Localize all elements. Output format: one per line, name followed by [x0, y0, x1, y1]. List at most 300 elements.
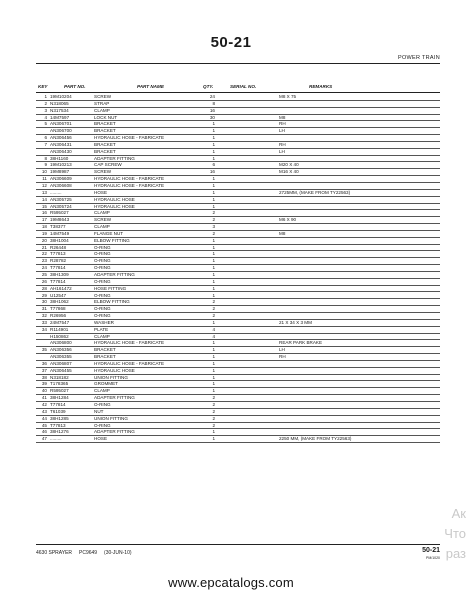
header-rule-top [36, 63, 440, 64]
row-part-no: R595027 [50, 388, 94, 395]
table-row [36, 395, 440, 402]
row-key: 33 [36, 319, 50, 326]
row-key: 14 [36, 196, 50, 203]
row-key: 28 [36, 285, 50, 292]
row-qty: 1 [202, 292, 223, 299]
row-part-name: O-RING [94, 306, 202, 313]
row-remarks [279, 278, 440, 285]
row-remarks [279, 313, 440, 320]
row-qty: 1 [202, 354, 223, 361]
row-qty: 1 [202, 429, 223, 436]
table-row [36, 210, 440, 217]
col-key-header: KEY [38, 84, 48, 89]
row-serial-no [223, 415, 279, 422]
row-part-name: UNION FITTING [94, 374, 202, 381]
row-part-no: N318065 [50, 100, 94, 107]
row-remarks [279, 388, 440, 395]
row-part-no: T77814 [50, 401, 94, 408]
row-part-no: 19M8987 [50, 169, 94, 176]
row-serial-no [223, 271, 279, 278]
row-qty: 1 [202, 374, 223, 381]
row-part-name: O-RING [94, 258, 202, 265]
row-key: 35 [36, 347, 50, 354]
row-key: 47 [36, 436, 50, 443]
row-key: 24 [36, 265, 50, 272]
row-part-no: H150862 [50, 333, 94, 340]
section-name: POWER TRAIN [397, 55, 440, 61]
table-row [36, 408, 440, 415]
row-key: 39 [36, 381, 50, 388]
row-qty: 4 [202, 326, 223, 333]
row-remarks [279, 224, 440, 231]
row-part-name: HYDRAULIC HOSE [94, 203, 202, 210]
row-serial-no [223, 347, 279, 354]
row-qty: 2 [202, 395, 223, 402]
table-row [36, 114, 440, 121]
table-row [36, 360, 440, 367]
row-qty: 16 [202, 169, 223, 176]
row-part-name: O-RING [94, 422, 202, 429]
row-serial-no [223, 141, 279, 148]
table-row [36, 278, 440, 285]
footer-model: 4630 SPRAYER [36, 550, 73, 556]
row-key [36, 148, 50, 155]
row-part-no: T178365 [50, 381, 94, 388]
row-part-no: AH161472 [50, 285, 94, 292]
row-qty: 1 [202, 128, 223, 135]
row-qty: 1 [202, 381, 223, 388]
row-remarks: RH [279, 354, 440, 361]
row-part-no: AN306356 [50, 347, 94, 354]
row-part-no: AN306700 [50, 128, 94, 135]
table-row [36, 244, 440, 251]
row-serial-no [223, 148, 279, 155]
table-row [36, 251, 440, 258]
row-serial-no [223, 319, 279, 326]
row-qty: 4 [202, 333, 223, 340]
row-remarks [279, 367, 440, 374]
row-part-no: 38H1284 [50, 395, 94, 402]
table-row [36, 258, 440, 265]
col-qty-header: QTY. [203, 84, 214, 89]
row-remarks [279, 292, 440, 299]
row-qty: 1 [202, 271, 223, 278]
row-part-name: BRACKET [94, 121, 202, 128]
row-remarks [279, 374, 440, 381]
row-part-no: 38H1309 [50, 271, 94, 278]
row-part-name: HYDRAULIC HOSE [94, 196, 202, 203]
row-qty: 1 [202, 278, 223, 285]
row-serial-no [223, 182, 279, 189]
row-qty: 2 [202, 401, 223, 408]
row-part-no: AN306807 [50, 360, 94, 367]
row-part-no: ......... [50, 436, 94, 443]
row-qty: 1 [202, 155, 223, 162]
row-part-name: LOCK NUT [94, 114, 202, 121]
row-part-name: BRACKET [94, 354, 202, 361]
row-key: 9 [36, 162, 50, 169]
table-row [36, 176, 440, 183]
row-part-name: WASHER [94, 319, 202, 326]
overlay-text-3: раз [445, 546, 466, 561]
row-part-no: ......... [50, 189, 94, 196]
row-part-name: SCREW [94, 217, 202, 224]
row-remarks [279, 271, 440, 278]
row-part-name: HYDRAULIC HOSE - FABRICATE [94, 182, 202, 189]
row-part-name: CLAMP [94, 224, 202, 231]
row-remarks [279, 135, 440, 142]
row-serial-no [223, 169, 279, 176]
row-remarks: M8 X 75 [279, 94, 440, 100]
row-key: 5 [36, 121, 50, 128]
row-part-name: O-RING [94, 292, 202, 299]
row-remarks [279, 415, 440, 422]
row-serial-no [223, 354, 279, 361]
col-part-no-header: PART NO. [64, 84, 86, 89]
row-part-name: HOSE [94, 436, 202, 443]
table-row [36, 388, 440, 395]
row-serial-no [223, 381, 279, 388]
table-row [36, 148, 440, 155]
table-row [36, 401, 440, 408]
row-serial-no [223, 162, 279, 169]
row-serial-no [223, 326, 279, 333]
row-remarks: LH [279, 128, 440, 135]
table-row [36, 436, 440, 443]
row-part-no: AN306608 [50, 182, 94, 189]
row-key: 18 [36, 224, 50, 231]
row-remarks [279, 258, 440, 265]
row-key: 7 [36, 141, 50, 148]
row-part-no: AN306430 [50, 148, 94, 155]
table-row [36, 217, 440, 224]
row-part-no: N318182 [50, 374, 94, 381]
row-part-no: AN306456 [50, 135, 94, 142]
row-key: 30 [36, 299, 50, 306]
row-qty: 1 [202, 148, 223, 155]
row-key: 45 [36, 422, 50, 429]
row-serial-no [223, 292, 279, 299]
col-part-name-header: PART NAME [137, 84, 164, 89]
row-serial-no [223, 114, 279, 121]
row-qty: 8 [202, 100, 223, 107]
row-key: 13 [36, 189, 50, 196]
row-part-name: STRAP [94, 100, 202, 107]
row-qty: 1 [202, 189, 223, 196]
row-key [36, 333, 50, 340]
row-part-name: O-RING [94, 313, 202, 320]
row-part-no: T77813 [50, 251, 94, 258]
row-serial-no [223, 340, 279, 347]
table-row [36, 354, 440, 361]
row-part-name: HYDRAULIC HOSE - FABRICATE [94, 340, 202, 347]
row-part-no: T77868 [50, 306, 94, 313]
row-serial-no [223, 251, 279, 258]
row-qty: 1 [202, 265, 223, 272]
row-key: 17 [36, 217, 50, 224]
row-serial-no [223, 121, 279, 128]
row-part-no: 19M8643 [50, 217, 94, 224]
row-key: 43 [36, 408, 50, 415]
row-serial-no [223, 128, 279, 135]
row-key: 23 [36, 258, 50, 265]
row-part-name: ADAPTER FITTING [94, 271, 202, 278]
row-serial-no [223, 244, 279, 251]
row-key: 6 [36, 135, 50, 142]
table-row [36, 224, 440, 231]
row-qty: 2 [202, 306, 223, 313]
table-row [36, 422, 440, 429]
row-remarks [279, 326, 440, 333]
row-remarks [279, 203, 440, 210]
row-remarks: LH [279, 347, 440, 354]
row-serial-no [223, 374, 279, 381]
row-serial-no [223, 422, 279, 429]
row-part-name: FLANGE NUT [94, 230, 202, 237]
row-part-name: SCREW [94, 94, 202, 100]
row-key: 40 [36, 388, 50, 395]
row-part-no: 38H1062 [50, 299, 94, 306]
table-row [36, 340, 440, 347]
row-part-no: R595027 [50, 210, 94, 217]
row-qty: 3 [202, 224, 223, 231]
row-remarks: REAR PARK BRAKE [279, 340, 440, 347]
row-part-no: T38377 [50, 224, 94, 231]
table-row [36, 429, 440, 436]
row-part-name: CLAMP [94, 388, 202, 395]
row-qty: 2 [202, 230, 223, 237]
row-key [36, 128, 50, 135]
row-serial-no [223, 155, 279, 162]
footer-info [36, 550, 132, 556]
row-key: 22 [36, 251, 50, 258]
row-serial-no [223, 217, 279, 224]
row-remarks [279, 176, 440, 183]
table-row [36, 237, 440, 244]
row-qty: 1 [202, 347, 223, 354]
table-row [36, 367, 440, 374]
row-part-no: AN306455 [50, 367, 94, 374]
row-part-no: U12547 [50, 292, 94, 299]
row-key: 29 [36, 292, 50, 299]
parts-table-body [36, 94, 440, 443]
row-qty: 1 [202, 251, 223, 258]
row-remarks [279, 306, 440, 313]
footer-page-sub: PM/1020 [425, 556, 440, 560]
row-part-name: HYDRAULIC HOSE [94, 367, 202, 374]
row-serial-no [223, 367, 279, 374]
row-remarks [279, 182, 440, 189]
row-part-no: R26448 [50, 244, 94, 251]
row-remarks [279, 381, 440, 388]
row-part-no: 14M7549 [50, 230, 94, 237]
parts-table [36, 94, 440, 443]
row-part-no: R114901 [50, 326, 94, 333]
row-remarks [279, 210, 440, 217]
table-row [36, 347, 440, 354]
table-row [36, 319, 440, 326]
row-qty: 2 [202, 313, 223, 320]
row-qty: 1 [202, 340, 223, 347]
row-key: 46 [36, 429, 50, 436]
row-part-no: AN305725 [50, 196, 94, 203]
row-part-no: AN306355 [50, 354, 94, 361]
table-row [36, 100, 440, 107]
row-qty: 16 [202, 107, 223, 114]
row-serial-no [223, 210, 279, 217]
table-row [36, 155, 440, 162]
footer-catalog: PC9649 [79, 550, 98, 556]
row-remarks [279, 155, 440, 162]
row-qty: 1 [202, 237, 223, 244]
row-part-no: 38H1285 [50, 415, 94, 422]
row-serial-no [223, 203, 279, 210]
row-serial-no [223, 230, 279, 237]
row-qty: 2 [202, 408, 223, 415]
row-part-no: R28782 [50, 258, 94, 265]
row-part-name: O-RING [94, 244, 202, 251]
row-key: 34 [36, 326, 50, 333]
row-part-no: 24M7547 [50, 319, 94, 326]
table-row [36, 326, 440, 333]
row-part-name: O-RING [94, 401, 202, 408]
watermark: www.epcatalogs.com [168, 575, 294, 590]
row-remarks [279, 285, 440, 292]
row-part-no: 38H1160 [50, 155, 94, 162]
row-part-name: CLAMP [94, 333, 202, 340]
row-serial-no [223, 176, 279, 183]
row-part-no: 14M7597 [50, 114, 94, 121]
row-qty: 2 [202, 217, 223, 224]
table-row [36, 182, 440, 189]
row-part-name: ELBOW FITTING [94, 299, 202, 306]
row-part-name: HOSE FITTING [94, 285, 202, 292]
row-part-name: CAP SCREW [94, 162, 202, 169]
row-qty: 24 [202, 94, 223, 100]
row-key: 10 [36, 169, 50, 176]
row-key: 4 [36, 114, 50, 121]
row-qty: 2 [202, 415, 223, 422]
footer-date: (30-JUN-10) [104, 550, 132, 556]
row-serial-no [223, 258, 279, 265]
row-part-name: UNION FITTING [94, 415, 202, 422]
table-row [36, 299, 440, 306]
row-qty: 1 [202, 182, 223, 189]
row-remarks [279, 100, 440, 107]
row-key: 16 [36, 210, 50, 217]
row-remarks [279, 237, 440, 244]
row-remarks: RH [279, 121, 440, 128]
row-remarks: M16 X 40 [279, 169, 440, 176]
row-key [36, 354, 50, 361]
row-qty: 1 [202, 121, 223, 128]
row-qty: 1 [202, 244, 223, 251]
row-serial-no [223, 306, 279, 313]
row-key: 1 [36, 94, 50, 100]
table-row [36, 285, 440, 292]
table-row [36, 415, 440, 422]
table-row [36, 381, 440, 388]
row-serial-no [223, 135, 279, 142]
row-serial-no [223, 100, 279, 107]
footer-rule [36, 544, 440, 545]
row-part-name: HOSE [94, 189, 202, 196]
row-part-no: 38H1276 [50, 429, 94, 436]
row-part-no: 19M10213 [50, 162, 94, 169]
row-part-name: O-RING [94, 265, 202, 272]
footer-page-number: 50-21 [422, 547, 440, 554]
table-row [36, 128, 440, 135]
row-key: 25 [36, 271, 50, 278]
row-qty: 1 [202, 285, 223, 292]
row-part-name: ADAPTER FITTING [94, 429, 202, 436]
row-qty: 6 [202, 162, 223, 169]
row-serial-no [223, 333, 279, 340]
row-remarks [279, 265, 440, 272]
row-remarks [279, 429, 440, 436]
row-part-name: GROMMET [94, 381, 202, 388]
row-part-name: O-RING [94, 251, 202, 258]
row-serial-no [223, 189, 279, 196]
row-remarks: M20 X 40 [279, 162, 440, 169]
row-serial-no [223, 408, 279, 415]
row-part-name: CLAMP [94, 210, 202, 217]
table-row [36, 230, 440, 237]
row-part-name: O-RING [94, 278, 202, 285]
row-part-no: AN306431 [50, 141, 94, 148]
overlay-text-2: Что [444, 526, 466, 541]
row-remarks [279, 107, 440, 114]
row-qty: 1 [202, 203, 223, 210]
row-remarks: 2250 MM, (MAKE FROM TY22563) [279, 436, 440, 443]
row-qty: 2 [202, 299, 223, 306]
row-remarks [279, 395, 440, 402]
row-part-no: T77814 [50, 265, 94, 272]
row-remarks: 2725MM, (MAKE FROM TY22563) [279, 189, 440, 196]
table-row [36, 141, 440, 148]
row-qty: 1 [202, 196, 223, 203]
row-serial-no [223, 224, 279, 231]
row-serial-no [223, 436, 279, 443]
table-row [36, 121, 440, 128]
row-key: 21 [36, 244, 50, 251]
row-key: 37 [36, 367, 50, 374]
row-remarks [279, 333, 440, 340]
row-serial-no [223, 237, 279, 244]
table-row [36, 203, 440, 210]
row-key: 32 [36, 313, 50, 320]
table-row [36, 107, 440, 114]
overlay-text-1: Ак [451, 506, 466, 521]
row-serial-no [223, 388, 279, 395]
row-part-name: ELBOW FITTING [94, 237, 202, 244]
row-serial-no [223, 429, 279, 436]
row-part-no: AN306800 [50, 340, 94, 347]
row-part-no: AN305724 [50, 203, 94, 210]
row-part-no: 38H1004 [50, 237, 94, 244]
row-serial-no [223, 265, 279, 272]
row-part-name: HYDRAULIC HOSE - FABRICATE [94, 135, 202, 142]
row-qty: 1 [202, 135, 223, 142]
row-key: 42 [36, 401, 50, 408]
row-qty: 1 [202, 141, 223, 148]
row-key: 26 [36, 278, 50, 285]
row-remarks [279, 422, 440, 429]
table-row [36, 169, 440, 176]
row-qty: 1 [202, 436, 223, 443]
row-qty: 2 [202, 210, 223, 217]
row-qty: 1 [202, 319, 223, 326]
